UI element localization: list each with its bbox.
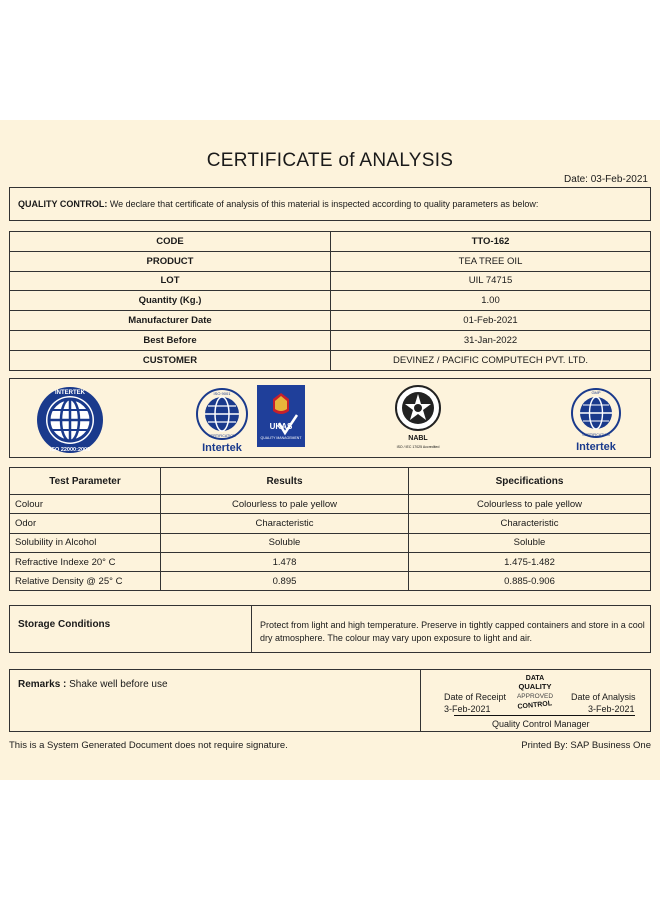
table-header-row xyxy=(10,468,651,495)
table-row xyxy=(10,572,651,591)
iso-top-text: ISO 9001 xyxy=(213,391,231,396)
table-row xyxy=(10,291,651,311)
info-key: Quantity (Kg.) xyxy=(10,291,331,311)
table-row xyxy=(10,271,651,291)
table-row xyxy=(10,552,651,571)
test-result: Colourless to pale yellow xyxy=(161,495,409,514)
test-param: Odor xyxy=(10,514,161,533)
seal-top-text: INTERTEK xyxy=(55,390,85,396)
table-row xyxy=(10,514,651,533)
intertek-wordmark: Intertek xyxy=(202,442,242,453)
nabl-text: NABL xyxy=(408,435,428,442)
footer-printed-by: Printed By: SAP Business One xyxy=(521,740,651,751)
iso-bottom-text: CERTIFICATION xyxy=(208,434,236,438)
date-of-analysis-label: Date of Analysis xyxy=(571,692,636,702)
product-info-table xyxy=(9,231,651,371)
test-spec: Colourless to pale yellow xyxy=(409,495,651,514)
test-results-table xyxy=(9,467,651,591)
quality-approved-stamp-icon xyxy=(510,672,560,712)
info-value: 01-Feb-2021 xyxy=(331,311,651,331)
date-of-receipt-value: 3-Feb-2021 xyxy=(444,704,491,714)
info-value: DEVINEZ / PACIFIC COMPUTECH PVT. LTD. xyxy=(331,350,651,370)
remarks-section xyxy=(9,669,651,732)
remarks-label: Remarks : xyxy=(18,679,67,690)
stamp-line-3: APPROVED xyxy=(516,693,554,700)
test-spec: 0.885-0.906 xyxy=(409,572,651,591)
col-header: Test Parameter xyxy=(10,468,161,495)
nabl-accreditation-icon xyxy=(394,384,442,456)
storage-text: Protect from light and high temperature. Preserve in tightly capped containers and store in a cool dry atmosphere. The colour may vary upon exposure to light and air. xyxy=(260,620,645,643)
issue-date: Date: 03-Feb-2021 xyxy=(564,174,648,185)
intertek-wordmark: Intertek xyxy=(576,441,616,453)
info-key: Manufacturer Date xyxy=(10,311,331,331)
storage-conditions xyxy=(9,605,651,653)
info-key: Best Before xyxy=(10,330,331,350)
certification-logos xyxy=(9,378,651,458)
test-result: Characteristic xyxy=(161,514,409,533)
date-of-receipt-label: Date of Receipt xyxy=(444,692,507,702)
test-param: Solubility in Alcohol xyxy=(10,533,161,552)
stamp-line-4: CONTROL xyxy=(517,700,553,711)
remarks-text: Shake well before use xyxy=(66,679,168,690)
test-result: 0.895 xyxy=(161,572,409,591)
gmp-bottom-text: CERTIFICATION xyxy=(582,433,610,437)
table-row xyxy=(10,350,651,370)
remarks-line xyxy=(18,679,168,690)
page-title: CERTIFICATE of ANALYSIS xyxy=(206,150,454,171)
info-key: PRODUCT xyxy=(10,251,331,271)
ukas-quality-management-icon xyxy=(257,385,305,447)
table-row xyxy=(10,311,651,331)
divider xyxy=(420,670,421,731)
test-param: Refractive Indexe 20° C xyxy=(10,552,161,571)
info-value: UIL 74715 xyxy=(331,271,651,291)
footer-disclaimer: This is a System Generated Document does not require signature. xyxy=(9,740,288,751)
col-header: Results xyxy=(161,468,409,495)
test-spec: 1.475-1.482 xyxy=(409,552,651,571)
test-result: Soluble xyxy=(161,533,409,552)
qc-text: We declare that certificate of analysis of this material is inspected according to quality parameters as below: xyxy=(107,199,539,209)
stamp-line-2: QUALITY xyxy=(518,682,552,691)
storage-label: Storage Conditions xyxy=(18,619,111,630)
test-spec: Soluble xyxy=(409,533,651,552)
manager-label: Quality Control Manager xyxy=(492,719,590,729)
iso9001-globe-icon xyxy=(195,387,250,453)
gmp-certification-icon xyxy=(566,387,626,453)
test-param: Colour xyxy=(10,495,161,514)
ukas-sub-text: QUALITY MANAGEMENT xyxy=(260,436,302,440)
intertek-iso22000-seal-icon xyxy=(32,385,112,455)
test-param: Relative Density @ 25° C xyxy=(10,572,161,591)
stamp-line-1: DATA xyxy=(525,675,545,682)
gmp-top-text: GMP xyxy=(591,390,601,395)
table-row xyxy=(10,232,651,252)
info-key: CODE xyxy=(10,232,331,252)
signature-line xyxy=(454,715,635,716)
info-value: TEA TREE OIL xyxy=(331,251,651,271)
quality-control-statement xyxy=(9,187,651,221)
seal-bottom-text: ISO 22000:2005 xyxy=(49,447,91,453)
date-of-analysis-value: 3-Feb-2021 xyxy=(588,704,635,714)
ukas-text: UKAS xyxy=(269,422,293,431)
test-spec: Characteristic xyxy=(409,514,651,533)
table-row xyxy=(10,533,651,552)
table-row xyxy=(10,330,651,350)
info-value: TTO-162 xyxy=(331,232,651,252)
certificate-sheet xyxy=(0,120,660,780)
info-value: 1.00 xyxy=(331,291,651,311)
table-row xyxy=(10,495,651,514)
col-header: Specifications xyxy=(409,468,651,495)
nabl-sub-text: ISO / IEC 17025 Accredited xyxy=(396,445,440,449)
info-key: LOT xyxy=(10,271,331,291)
divider xyxy=(251,606,252,652)
info-key: CUSTOMER xyxy=(10,350,331,370)
info-value: 31-Jan-2022 xyxy=(331,330,651,350)
test-result: 1.478 xyxy=(161,552,409,571)
table-row xyxy=(10,251,651,271)
qc-label: QUALITY CONTROL: xyxy=(18,199,108,209)
